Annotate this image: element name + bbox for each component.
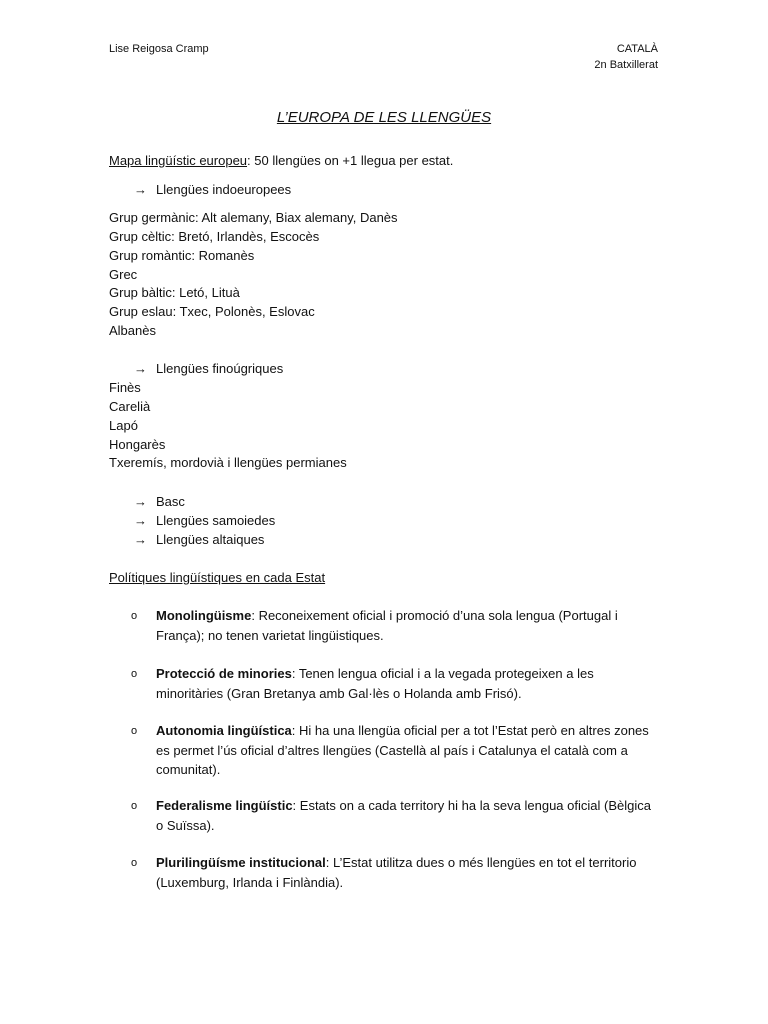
bullet-icon: o	[131, 725, 138, 737]
intro-label: Mapa lingüístic europeu	[109, 153, 248, 168]
author-name: Lise Reigosa Cramp	[109, 43, 209, 55]
policy-item	[156, 796, 656, 835]
intro-line	[109, 153, 453, 168]
bullet-icon: o	[131, 857, 138, 869]
bullet-icon: o	[131, 610, 138, 622]
other-family: Llengües samoiedes	[156, 513, 276, 528]
fino-item: Txeremís, mordovià i llengües permianes	[109, 455, 347, 470]
policy-item	[156, 664, 656, 703]
policy-text: : Hi ha una llengüa oficial per a tot l’Estat però en altres zones es permet l’ús oficial d’altres llengües (Castellà al país i Catalunya el català com a comunitat).	[156, 723, 649, 777]
indo-item: Grec	[109, 267, 138, 282]
fino-item: Hongarès	[109, 437, 166, 452]
other-family: Basc	[156, 494, 185, 509]
indo-item: Grup romàntic: Romanès	[109, 248, 255, 263]
policy-item	[156, 721, 656, 780]
policy-item	[156, 606, 656, 645]
intro-text: : 50 llengües on +1 llegua per estat.	[247, 153, 454, 168]
policy-term: Federalisme lingüístic	[156, 798, 293, 813]
policy-term: Autonomia lingüística	[156, 723, 292, 738]
indo-item: Grup germànic: Alt alemany, Biax alemany, Danès	[109, 210, 398, 225]
subject-label: CATALÀ	[616, 43, 658, 55]
other-family: Llengües altaiques	[156, 532, 265, 547]
fino-item: Finès	[109, 380, 141, 395]
course-label: 2n Batxillerat	[594, 59, 658, 71]
arrow-icon: →	[134, 494, 147, 509]
arrow-icon: →	[134, 513, 147, 528]
document-title: L’EUROPA DE LES LLENGÜES	[276, 109, 492, 126]
indo-item: Grup cèltic: Bretó, Irlandès, Escocès	[109, 229, 320, 244]
policy-text: : Reconeixement oficial i promoció d’una sola lengua (Portugal i França); no tenen varietat lingüistiques.	[156, 608, 618, 643]
arrow-icon: →	[134, 182, 147, 197]
indo-item: Albanès	[109, 323, 156, 338]
policies-heading: Polítiques lingüístiques en cada Estat	[109, 570, 326, 585]
fino-heading: Llengües finoúgriques	[156, 361, 284, 376]
policy-item	[156, 853, 656, 892]
policy-term: Plurilingüísme institucional	[156, 855, 326, 870]
policy-text: : Estats on a cada territory hi ha la seva lengua oficial (Bèlgica o Suïssa).	[156, 798, 651, 833]
policy-text: : L’Estat utilitza dues o més llengües en tot el territorio (Luxemburg, Irlanda i Finlàndia).	[156, 855, 637, 890]
bullet-icon: o	[131, 800, 138, 812]
indo-item: Grup bàltic: Letó, Lituà	[109, 285, 240, 300]
indo-item: Grup eslau: Txec, Polonès, Eslovac	[109, 304, 315, 319]
policy-term: Protecció de minories	[156, 666, 292, 681]
arrow-icon: →	[134, 361, 147, 376]
policy-text: : Tenen lengua oficial i a la vegada protegeixen a les minoritàries (Gran Bretanya amb Gal·lès o Holanda amb Frisó).	[156, 666, 594, 701]
fino-item: Lapó	[109, 418, 138, 433]
arrow-icon: →	[134, 532, 147, 547]
indo-heading: Llengües indoeuropees	[156, 182, 292, 197]
bullet-icon: o	[131, 668, 138, 680]
fino-item: Carelià	[109, 399, 151, 414]
policy-term: Monolingüisme	[156, 608, 252, 623]
